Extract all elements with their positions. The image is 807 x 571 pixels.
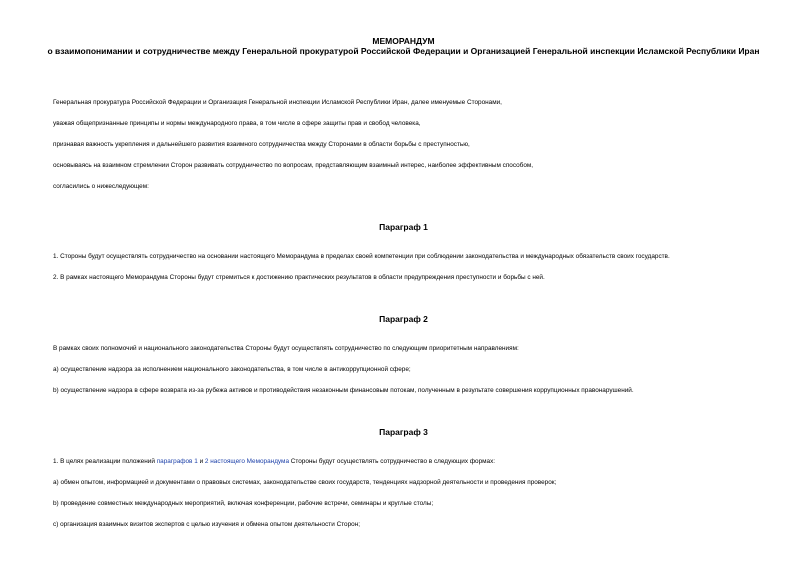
section-1-item-1: 1. Стороны будут осуществлять сотрудничество на основании настоящего Меморандума в пределах своей компетенции при соблюдении законодательства и международных обязательств своих государств. xyxy=(53,253,670,260)
section-3-item-1-suffix: Стороны будут осуществлять сотрудничество в следующих формах: xyxy=(289,458,496,465)
preamble-line-3: признавая важность укрепления и дальнейшего развития взаимного сотрудничества между Сторонами в области борьбы с преступностью, xyxy=(53,141,470,148)
section-3-item-1-middle: и xyxy=(197,458,205,465)
section-3-item-2: а) обмен опытом, информацией и документами о правовых системах, законодательстве своих государств, тенденциях надзорной деятельности и проведения проверок; xyxy=(53,479,557,486)
section-2-item-3: b) осуществление надзора в сфере возврата из-за рубежа активов и противодействия незаконным финансовым потокам, полученным в результате совершения коррупционных правонарушений. xyxy=(53,387,634,394)
section-1-heading: Параграф 1 xyxy=(379,222,428,232)
section-3-item-1-prefix: 1. В целях реализации положений xyxy=(53,458,157,465)
section-3-item-4: c) организация взаимных визитов экспертов с целью изучения и обмена опытом деятельности Сторон; xyxy=(53,521,361,528)
preamble-line-1: Генеральная прокуратура Российской Федерации и Организация Генеральной инспекции Исламской Республики Иран, далее именуемые Сторонами, xyxy=(53,99,502,106)
title-line-2: о взаимопонимании и сотрудничестве между Генеральной прокуратурой Российской Федерации и Организацией Генеральной инспекции Исламской Республики Иран xyxy=(47,46,760,56)
section-2-item-2: а) осуществление надзора за исполнением национального законодательства, в том числе в антикоррупционной сфере; xyxy=(53,366,411,373)
preamble-line-4: основываясь на взаимном стремлении Сторон развивать сотрудничество по вопросам, представляющим взаимный интерес, наиболее эффективным способом, xyxy=(53,162,534,169)
preamble-line-2: уважая общепризнанные принципы и нормы международного права, в том числе в сфере защиты прав и свобод человека, xyxy=(53,120,421,127)
section-3-heading: Параграф 3 xyxy=(379,427,428,437)
section-2-item-1: В рамках своих полномочий и национального законодательства Стороны будут осуществлять сотрудничество по следующим приоритетным направлениям: xyxy=(53,345,519,352)
link-paragraph-1[interactable]: параграфов 1 xyxy=(156,458,198,465)
section-3-item-3: b) проведение совместных международных мероприятий, включая конференции, рабочие встречи, семинары и круглые столы; xyxy=(53,500,434,507)
section-2-heading: Параграф 2 xyxy=(379,314,428,324)
section-3-item-1 xyxy=(53,458,495,466)
link-paragraph-2-memorandum[interactable]: 2 настоящего Меморандума xyxy=(204,458,289,465)
document-title xyxy=(40,36,767,56)
title-line-1: МЕМОРАНДУМ xyxy=(372,36,435,46)
preamble-line-5: согласились о нижеследующем: xyxy=(53,183,149,190)
section-1-item-2: 2. В рамках настоящего Меморандума Стороны будут стремиться к достижению практических результатов в области предупреждения преступности и борьбы с ней. xyxy=(53,274,545,281)
